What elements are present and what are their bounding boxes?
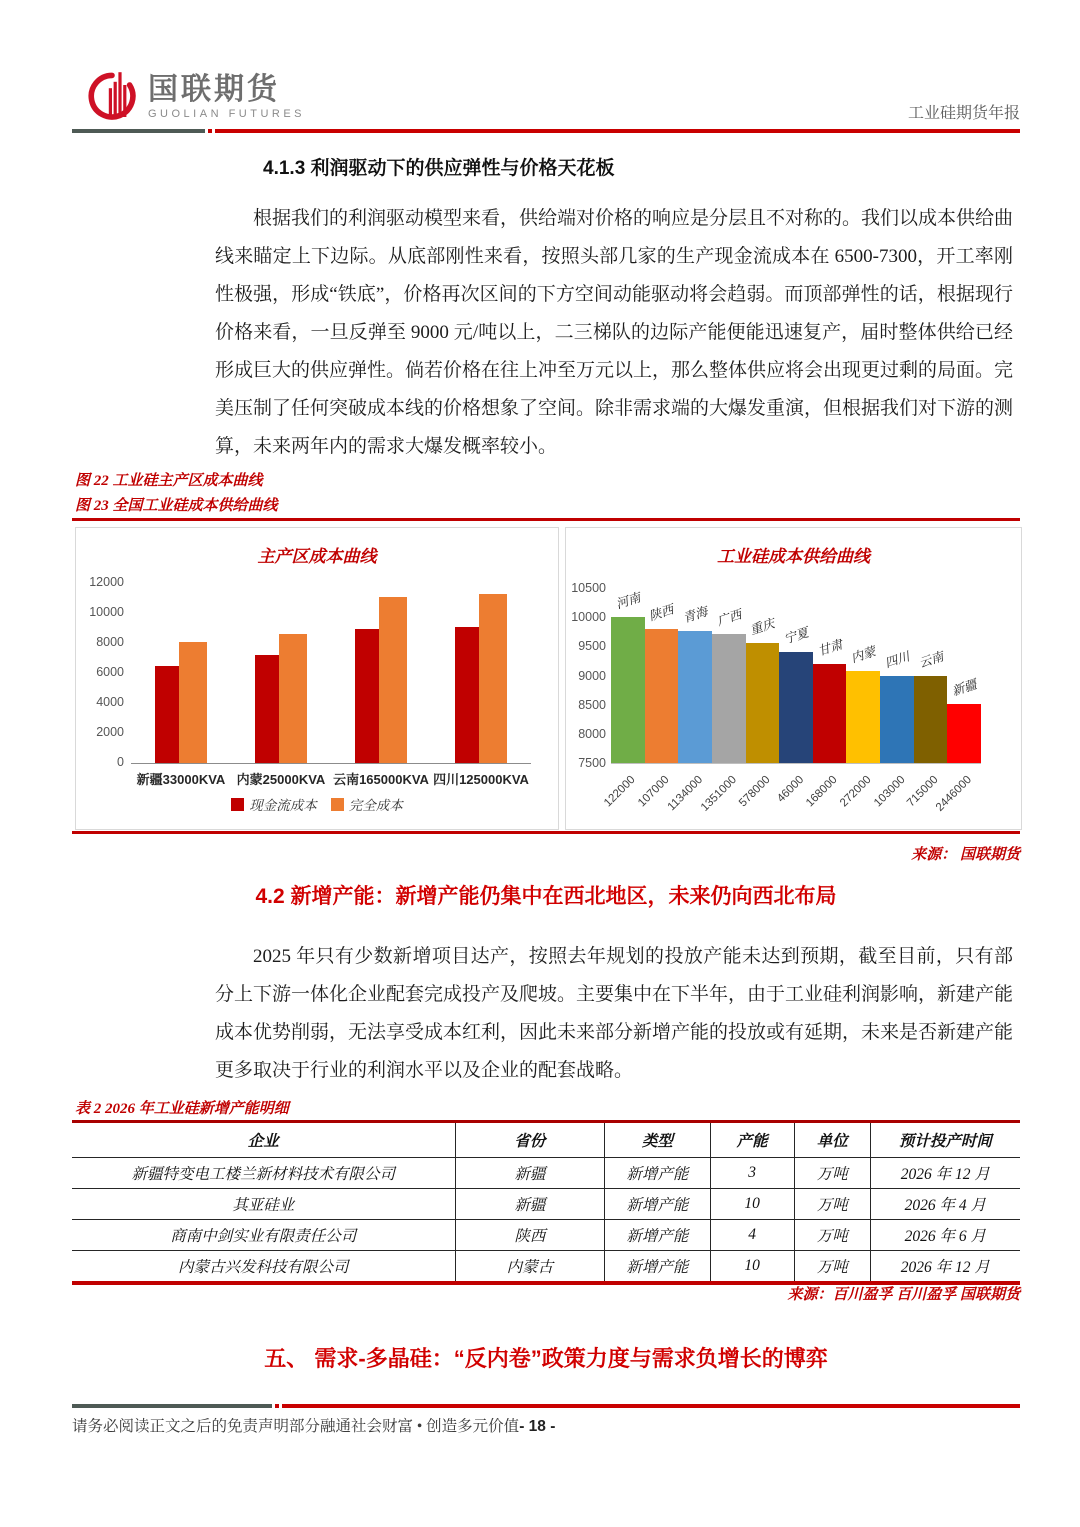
bar-province [611,617,645,763]
bar-label-province: 陕西 [647,602,676,624]
table-cell: 内蒙古 [455,1251,605,1284]
y-axis-label: 10500 [571,581,606,595]
section-rule-top [72,518,1020,521]
plot-area [131,583,531,764]
bar-label-province: 重庆 [748,616,777,638]
table-cell: 万吨 [794,1189,870,1220]
table-cell: 万吨 [794,1220,870,1251]
category-label: 云南165000KVA [333,772,429,787]
table-header-cell: 企业 [72,1122,455,1158]
y-axis-label: 0 [117,755,124,769]
table-cell: 新疆特变电工楼兰新材料技术有限公司 [72,1158,455,1189]
y-axis-label: 4000 [96,695,124,709]
table-source: 来源：百川盈孚 百川盈孚 国联期货 [787,1287,1020,1303]
footer-divider-dark-segment [72,1404,272,1408]
capacity-table-body [72,1158,1020,1284]
table-cell: 3 [710,1158,794,1189]
x-axis-label: 715000 [905,773,941,810]
table-header-cell: 单位 [794,1122,870,1158]
x-axis-label: 1351000 [698,773,740,814]
table-cell: 万吨 [794,1158,870,1189]
capacity-table [72,1120,1020,1285]
header-logo [88,70,305,124]
bar-label-province: 新疆 [950,677,979,699]
x-axis-label: 122000 [602,773,639,810]
bar-label-province: 河南 [614,590,643,612]
table-cell: 4 [710,1220,794,1251]
table-row [72,1251,1020,1284]
legend-item [231,794,317,814]
logo-name-en: GUOLIAN FUTURES [148,107,306,120]
legend-swatch [231,798,244,811]
table-cell: 新增产能 [605,1189,710,1220]
section-heading-413: 4.1.3 利润驱动下的供应弹性与价格天花板 [263,158,615,179]
bar-full-cost [179,642,207,764]
y-axis-label: 9500 [578,639,606,654]
bar-label-province: 甘肃 [815,637,844,659]
y-axis-label: 8000 [578,726,606,741]
figure-caption-22: 图 22 工业硅主产区成本曲线 [75,473,263,489]
table-cell: 2026 年 12 月 [870,1251,1020,1284]
table-header-cell: 产能 [710,1122,794,1158]
footer-divider [72,1404,1020,1408]
x-axis-label: 578000 [737,773,773,810]
bar-province [779,652,813,763]
y-axis-label: 12000 [89,575,124,589]
category-label: 新疆33000KVA [136,772,226,787]
chart-legend [76,794,558,814]
table-cell: 10 [710,1251,794,1284]
bar-province [645,629,679,763]
chart-supply-curve [565,527,1022,830]
table-cell: 商南中剑实业有限责任公司 [72,1220,455,1251]
chart-main-regions-title: 主产区成本曲线 [257,547,377,566]
bar-province [746,643,780,763]
table-header-cell: 类型 [605,1122,710,1158]
legend-swatch [331,798,344,811]
footer-divider-dot [275,1404,279,1408]
paragraph-42: 2025 年只有少数新增项目达产，按照去年规划的投放产能未达到预期，截至目前，只有部分上下游一体化企业配套完成投产及爬坡。主要集中在下半年，由于工业硅利润影响，新建产能成本优势削弱，无法享受成本红利，因此未来部分新增产能的投放或有延期，未来是否新建产能更多取决于行业的利润水平以及企业的配套战略。 [215,946,1014,1081]
table-cell: 新增产能 [605,1251,710,1284]
page-number: - 18 - [519,1418,556,1435]
bar-group [231,583,331,763]
table-header-cell: 省份 [455,1122,605,1158]
table-cell: 新疆 [455,1189,605,1220]
bar-label-province: 云南 [916,649,945,671]
footer-disclaimer: 请务必阅读正文之后的免责声明部分融通社会财富 • 创造多元价值 [72,1418,520,1435]
bar-cash-cost [455,627,479,763]
table-cell: 陕西 [455,1220,605,1251]
table-cell: 10 [710,1189,794,1220]
table-row [72,1189,1020,1220]
bar-label-province: 四川 [883,648,912,670]
x-axis-label: 103000 [871,773,908,810]
bar-cash-cost [255,655,279,763]
table-cell: 万吨 [794,1251,870,1284]
y-axis-label: 9000 [578,668,606,683]
bar-full-cost [379,597,407,764]
paragraph-413: 根据我们的利润驱动模型来看，供给端对价格的响应是分层且不对称的。我们以成本供给曲线来瞄定上下边际。从底部刚性来看，按照头部几家的生产现金流成本在 6500-7300，开工率刚性极强，形成“铁底”，价格再次区间的下方空间动能驱动将会趋弱。而顶部弹性的话，根据现行价格来看，一旦反弹至 9000 元/吨以上，二三梯队的边际产能便能迅速复产，届时整体供给已经形成巨大的供应弹性。倘若价格在往上冲至万元以上，那么整体供应将会出现更过剩的局面。完美压制了任何突破成本线的价格想象了空间。除非需求端的大爆发重演，但根据我们对下游的测算，未来两年内的需求大爆发概率较小。 [215,208,1014,457]
x-axis-label: 107000 [636,773,672,810]
table-cell: 新增产能 [605,1158,710,1189]
category-label: 内蒙25000KVA [236,772,326,787]
chart-main-regions [75,527,559,830]
figure-caption-23: 图 23 全国工业硅成本供给曲线 [75,498,278,514]
x-axis-label: 2446000 [934,773,975,814]
bar-province [813,664,847,763]
divider-dot [208,129,212,133]
bar-province [947,704,981,763]
divider-red-segment [215,129,1020,133]
section-heading-42: 4.2 新增产能：新增产能仍集中在西北地区，未来仍向西北布局 [255,885,837,908]
bar-label-province: 宁夏 [782,625,811,647]
bar-cash-cost [355,629,379,763]
legend-item [331,794,403,814]
bar-label-province: 内蒙 [849,644,878,666]
logo-name-cn: 国联期货 [148,72,280,106]
bar-group [331,583,431,763]
bar-province [880,676,914,764]
footer-divider-red-segment [282,1404,1020,1408]
bar-cash-cost [155,666,179,764]
bar-province [712,634,746,764]
table-cell: 其亚硅业 [72,1189,455,1220]
y-axis-label: 10000 [89,605,124,619]
table-cell: 新增产能 [605,1220,710,1251]
bar-full-cost [279,634,307,763]
bar-group [431,583,531,763]
footer [72,1414,555,1436]
table-cell: 2026 年 4 月 [870,1189,1020,1220]
section-heading-5: 五、 需求-多晶硅：“反内卷”政策力度与需求负增长的博弈 [264,1346,828,1371]
chart-supply-curve-title: 工业硅成本供给曲线 [717,547,870,566]
bar-label-province: 青海 [681,604,710,626]
header-divider [72,129,1020,133]
legend-label: 现金流成本 [249,798,317,813]
table-header-row [72,1122,1020,1158]
x-axis-label: 272000 [837,773,874,810]
divider-dark-segment [72,129,205,133]
bar-province [678,631,712,763]
guolian-logo-icon [88,70,136,124]
y-axis-label: 6000 [96,665,124,679]
table-cell: 新疆 [455,1158,605,1189]
logo-text [148,72,306,120]
section-rule-bottom [72,831,1020,834]
bar-province [914,676,948,763]
legend-label: 完全成本 [348,798,403,813]
doc-type-label: 工业硅期货年报 [907,105,1020,122]
x-axis-label: 1134000 [665,773,706,814]
chart-source: 来源： 国联期货 [911,847,1020,863]
table-cell: 内蒙古兴发科技有限公司 [72,1251,455,1284]
y-axis-label: 2000 [96,725,124,739]
y-axis-label: 8500 [578,697,606,712]
y-axis-label: 10000 [571,610,606,625]
bar-group [131,583,231,763]
x-axis-label: 168000 [804,773,840,810]
y-axis-label: 8000 [96,635,124,649]
table-caption: 表 2 2026 年工业硅新增产能明细 [75,1101,289,1117]
table-row [72,1220,1020,1251]
bar-full-cost [479,594,507,764]
table-cell: 2026 年 12 月 [900,1166,990,1183]
capacity-table-head [72,1122,1020,1158]
bar-label-province: 广西 [714,606,744,628]
x-axis-label: 46000 [775,773,807,805]
table-row [72,1158,1020,1189]
table-header-cell: 预计投产时间 [870,1122,1020,1158]
y-axis-label: 7500 [578,756,606,770]
bar-province [846,671,880,763]
category-label: 四川125000KVA [433,772,529,787]
table-cell: 2026 年 6 月 [870,1220,1020,1251]
